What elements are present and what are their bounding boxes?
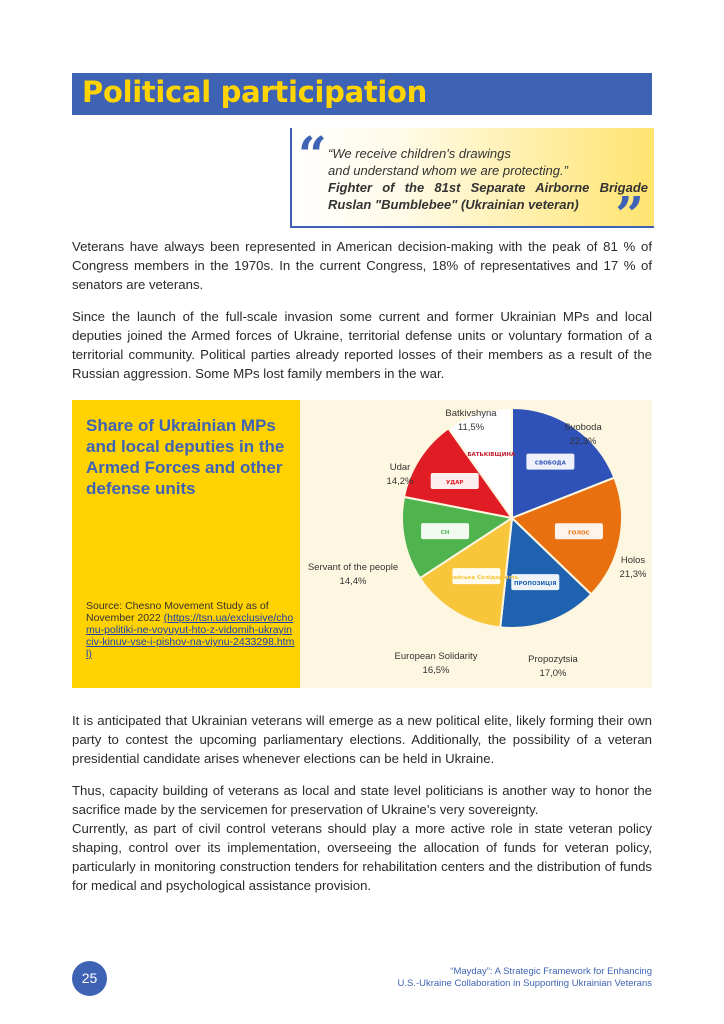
party-logo-batkivshyna	[467, 445, 516, 461]
slice-name-label: Holos	[620, 555, 646, 566]
paragraph-3: It is anticipated that Ukrainian veterans will emerge as a new political elite, likely forming their own party to contest the upcoming parliamentary elections. Additionally, the possibility of a veteran presidential candidate arises whenever elections can be held in Ukraine.	[72, 713, 652, 766]
quote-attribution-2: Ruslan "Bumblebee" (Ukrainian veteran)	[328, 197, 579, 212]
slice-name-label: Servant of the people	[307, 562, 399, 573]
footer-text	[352, 966, 652, 990]
slice-value-label: 16,5%	[422, 665, 450, 676]
svg-text:ПРОПОЗИЦІЯ: ПРОПОЗИЦІЯ	[514, 581, 557, 588]
party-logo-servant-of-the-people	[421, 523, 469, 539]
slice-name-label: Udar	[389, 462, 411, 473]
svg-text:СН: СН	[440, 530, 450, 537]
slice-value-label: 11,5%	[457, 422, 485, 433]
slice-name-label: Batkivshyna	[445, 408, 497, 419]
close-quote-icon: ”	[615, 185, 644, 244]
svg-text:СВОБОДА: СВОБОДА	[534, 460, 566, 467]
slice-name-label: Svoboda	[564, 422, 602, 433]
paragraph-4	[72, 781, 652, 895]
paragraph-1: Veterans have always been represented in American decision-making with the peak of 81 % of Congress members in the 1970s. In the current Congress, 18% of representatives and 17 % of senators are veterans.	[72, 239, 652, 292]
slice-value-label: 17,0%	[539, 668, 567, 679]
paragraph-2: Since the launch of the full-scale invasion some current and former Ukrainian MPs and local deputies joined the Armed forces of Ukraine, territorial defense units or voluntary formation of a territorial community. Political parties already reported losses of their members as a result of the Russian aggression. Some MPs lost family members in the war.	[72, 309, 652, 381]
quote-line-1: “We receive children's drawings	[328, 146, 511, 161]
quote-text	[328, 145, 648, 213]
source-link[interactable]: (https://tsn.ua/exclusive/chomu-politiki-ne-voyuyut-hto-z-vidomih-ukrayinciv-kinuv-vse-i-pishov-na-viynu-2433298.html)	[86, 612, 295, 660]
party-logo-holos	[555, 523, 603, 539]
chart-source	[86, 600, 296, 660]
svg-text:ГОЛОС: ГОЛОС	[568, 530, 590, 537]
party-logo-propozytsia	[511, 574, 559, 590]
chart-info-panel	[72, 400, 300, 688]
page-title: Political participation	[82, 75, 428, 109]
paragraph-4b: Currently, as part of civil control veterans should play a more active role in state veteran policy shaping, control over its implementation, overseeing the allocation of funds for veteran policy, particularly in monitoring construction tenders for rehabilitation centers and the distribution of funds for medical and psychological assistance provision.	[72, 821, 652, 893]
slice-value-label: 14,4%	[339, 576, 367, 587]
svg-text:Європейська Солідарність: Європейська Солідарність	[434, 575, 519, 582]
footer-line-2: U.S.-Ukraine Collaboration in Supporting Ukrainian Veterans	[397, 978, 652, 989]
title-band	[72, 73, 652, 115]
page-number: 25	[72, 961, 107, 996]
footer-line-1: “Mayday”: A Strategic Framework for Enhancing	[450, 966, 652, 977]
quote-box	[290, 125, 654, 244]
chart-title: Share of Ukrainian MPs and local deputies in the Armed Forces and other defense units	[86, 416, 285, 498]
open-quote-icon: “	[298, 125, 327, 184]
slice-name-label: European Solidarity	[394, 651, 478, 662]
quote-attribution-1: Fighter of the 81st Separate Airborne Brigade	[328, 180, 648, 195]
source-text: Source: Chesno Movement Study as of November 2022	[86, 600, 269, 624]
party-logo-svoboda	[526, 454, 574, 470]
pie-chart	[300, 400, 652, 688]
quote-line-2: and understand whom we are protecting.”	[328, 163, 568, 178]
chart-area	[300, 400, 652, 688]
slice-value-label: 14,2%	[386, 476, 414, 487]
svg-text:УДАР: УДАР	[445, 479, 464, 486]
slice-value-label: 22,3%	[569, 436, 597, 447]
paragraph-4a: Thus, capacity building of veterans as local and state level politicians is another way to honor the sacrifice made by the servicemen for preservation of Ukraine’s very sovereignty.	[72, 783, 652, 817]
slice-value-label: 21,3%	[619, 569, 647, 580]
party-logo-udar	[431, 473, 479, 489]
svg-text:БАТЬКІВЩИНА: БАТЬКІВЩИНА	[467, 452, 516, 459]
slice-name-label: Propozytsia	[528, 654, 578, 665]
